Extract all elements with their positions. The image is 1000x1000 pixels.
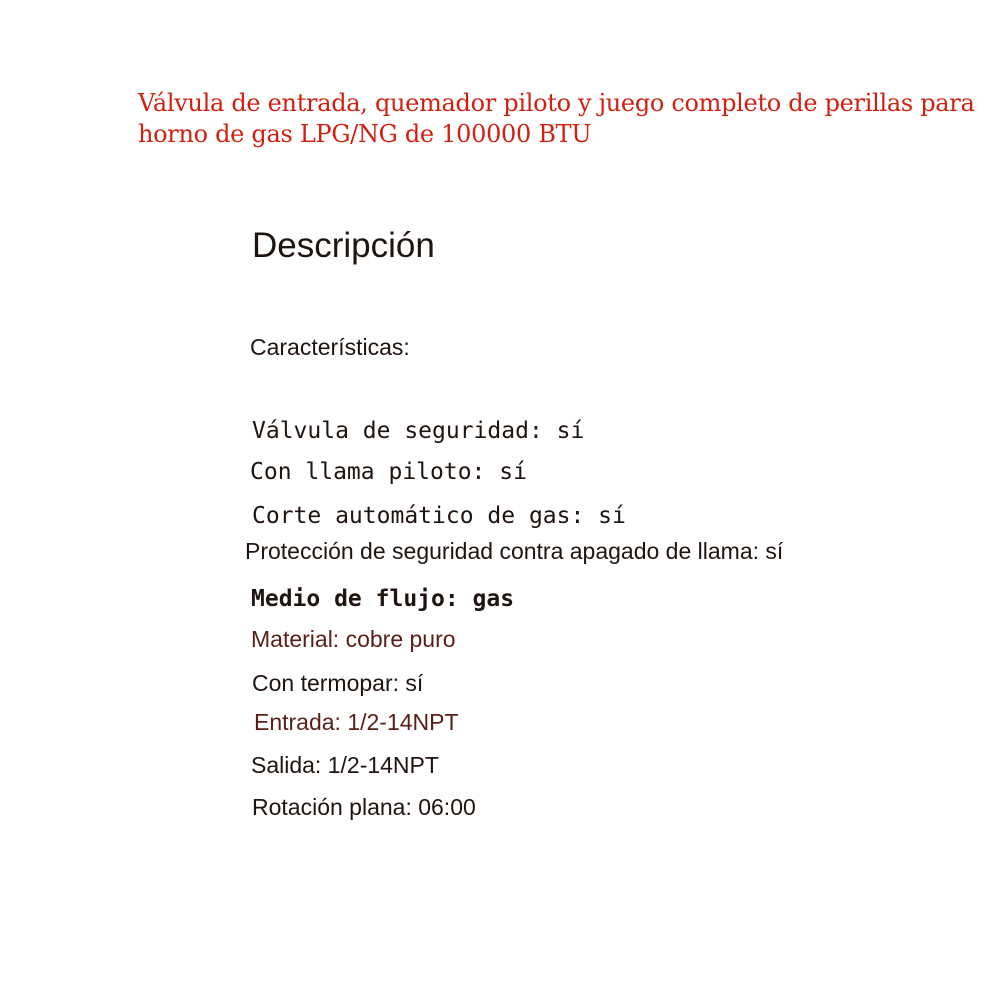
spec-safety-valve: Válvula de seguridad: sí <box>252 418 585 444</box>
spec-flow-medium: Medio de flujo: gas <box>251 586 515 612</box>
product-title: Válvula de entrada, quemador piloto y juego completo de perillas para horno de gas LPG/NG de 100000 BTU <box>138 89 975 148</box>
spec-thermocouple: Con termopar: sí <box>252 670 424 696</box>
spec-material: Material: cobre puro <box>251 626 456 652</box>
features-heading: Características: <box>250 334 410 360</box>
spec-inlet: Entrada: 1/2-14NPT <box>254 709 459 735</box>
spec-outlet: Salida: 1/2-14NPT <box>251 752 439 778</box>
spec-pilot-flame: Con llama piloto: sí <box>250 459 527 485</box>
spec-auto-cutoff: Corte automático de gas: sí <box>252 503 626 529</box>
description-heading: Descripción <box>252 226 435 265</box>
spec-rotation: Rotación plana: 06:00 <box>252 794 476 820</box>
spec-flame-protection: Protección de seguridad contra apagado de llama: sí <box>245 538 784 564</box>
